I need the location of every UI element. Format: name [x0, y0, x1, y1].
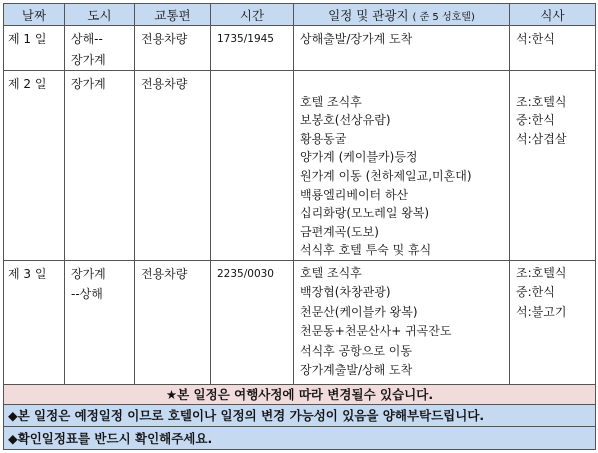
day-label: 제 3 일 — [8, 266, 47, 281]
city-cell — [65, 26, 135, 71]
time-label: 1735/1945 — [217, 33, 274, 45]
meal-cell — [510, 71, 596, 261]
day-label: 제 1 일 — [8, 32, 47, 46]
transport-cell — [135, 71, 211, 261]
schedule-line: 석식후 호텔 투숙 및 휴식 — [300, 243, 432, 258]
schedule-cell — [294, 260, 510, 384]
footer-row-1 — [4, 404, 596, 426]
city-line: 장가계 — [71, 52, 106, 67]
schedule-line: 천문동+천문산사+ 귀곡잔도 — [300, 324, 452, 339]
header-transport: 교통편 — [135, 4, 211, 26]
meal-line: 중:한식 — [516, 285, 555, 300]
schedule-line: 천문산(케이블카 왕복) — [300, 304, 418, 319]
schedule-line: 십리화랑(모노레일 왕복) — [300, 206, 430, 221]
header-time: 시간 — [211, 4, 294, 26]
time-label: 2235/0030 — [217, 267, 274, 280]
meal-line: 석:불고기 — [516, 304, 567, 319]
header-day: 날짜 — [4, 4, 65, 26]
transport-cell — [135, 260, 211, 384]
day-cell — [4, 260, 65, 384]
table-row-day1 — [4, 26, 596, 71]
header-row — [4, 4, 596, 26]
schedule-line: 백룡엘리베이터 하산 — [300, 187, 409, 202]
notice-text: ★본 일정은 여행사정에 따라 변경될수 있습니다. — [4, 384, 596, 404]
schedule-line: 호텔 조식후 — [300, 265, 362, 280]
schedule-line — [300, 74, 503, 93]
city-line: --상해 — [71, 287, 103, 302]
schedule-line: 호텔 조식후 — [300, 94, 362, 109]
time-cell — [211, 71, 294, 261]
table-row-day2 — [4, 71, 596, 261]
transport-label: 전용차량 — [141, 266, 188, 281]
footer-note-1: ◆본 일정은 예정일정 이므로 호텔이나 일정의 변경 가능성이 있음을 양해부탁드립니다. — [4, 404, 596, 426]
meal-line: 조:호텔식 — [516, 265, 567, 280]
meal-cell — [510, 260, 596, 384]
time-cell — [211, 26, 294, 71]
meal-line: 조:호텔식 — [516, 94, 567, 109]
schedule-line: 양가계 (케이블카)등정 — [300, 150, 418, 165]
schedule-line: 백장협(차창관광) — [300, 285, 391, 300]
city-line: 장가계 — [71, 266, 106, 281]
header-city: 도시 — [65, 4, 135, 26]
schedule-cell — [294, 71, 510, 261]
meal-line — [516, 74, 589, 93]
day-cell — [4, 26, 65, 71]
meal-line: 석:삼겹살 — [516, 131, 567, 146]
day-cell — [4, 71, 65, 261]
city-line: 상해-- — [71, 32, 103, 46]
meal-line: 석:한식 — [516, 32, 555, 46]
meal-cell — [510, 26, 596, 71]
table-row-day3 — [4, 260, 596, 384]
schedule-line: 상해출발/장가계 도착 — [300, 32, 413, 46]
schedule-line: 석식후 공항으로 이동 — [300, 343, 412, 358]
time-label — [211, 71, 293, 74]
footer-row-2 — [4, 426, 596, 449]
city-cell — [65, 260, 135, 384]
transport-cell — [135, 26, 211, 71]
notice-row — [4, 384, 596, 404]
schedule-line: 금편계곡(도보) — [300, 224, 379, 239]
header-schedule — [294, 4, 510, 26]
transport-label: 전용차량 — [141, 77, 188, 91]
schedule-cell — [294, 26, 510, 71]
header-meal: 식사 — [510, 4, 596, 26]
transport-label: 전용차량 — [141, 32, 188, 46]
itinerary-table — [3, 3, 596, 450]
header-schedule-sub: ( 준 5 성호텔) — [412, 11, 475, 23]
day-label: 제 2 일 — [8, 77, 47, 91]
schedule-line: 원가계 이동 (천하제일교,미혼대) — [300, 168, 472, 183]
time-cell — [211, 260, 294, 384]
itinerary-frame — [3, 3, 595, 450]
city-cell — [65, 71, 135, 261]
city-line: 장가계 — [71, 77, 106, 91]
footer-note-2: ◆확인일정표를 반드시 확인해주세요. — [4, 426, 596, 449]
header-schedule-main: 일정 및 관광지 — [328, 7, 409, 23]
schedule-line: 황용동굴 — [300, 131, 347, 146]
meal-line: 중:한식 — [516, 113, 555, 128]
schedule-line: 보봉호(선상유람) — [300, 113, 391, 128]
schedule-line: 장가계출발/상해 도착 — [300, 363, 413, 378]
